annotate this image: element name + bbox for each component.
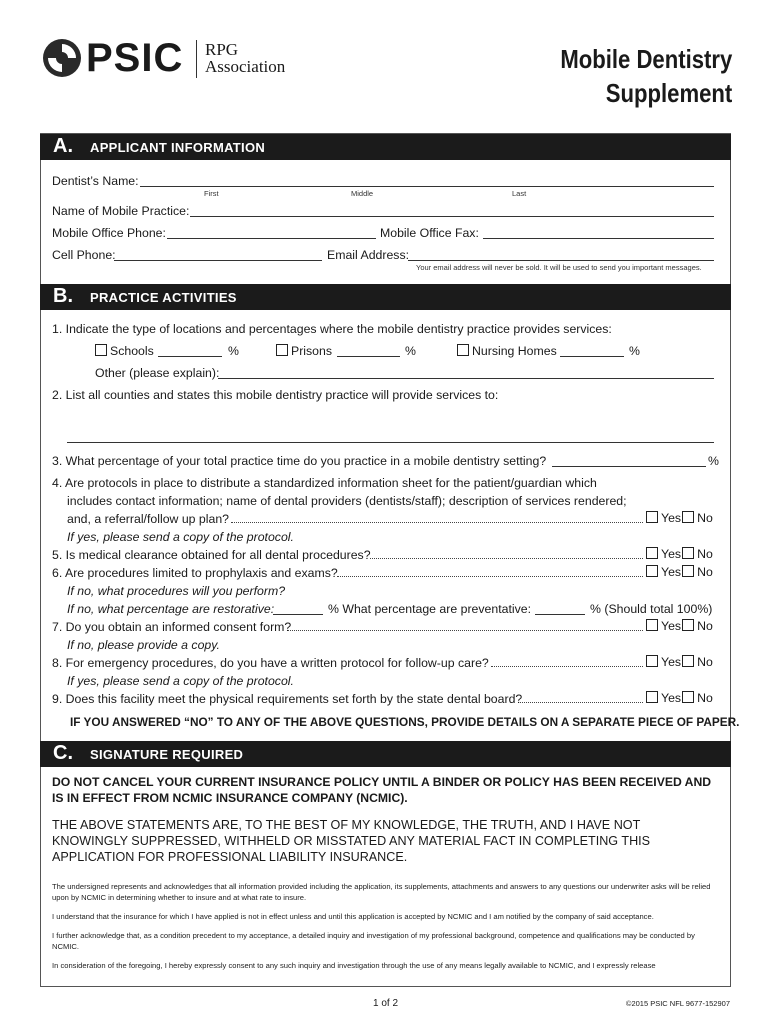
other-label: Other (please explain): [95,366,220,380]
q7-yes-label: Yes [661,619,682,633]
q4-yes-option[interactable] [646,511,713,525]
middle-label: Middle [351,189,374,198]
nursing-percent-sign: % [629,344,640,358]
title-line-2: Supplement [605,78,732,108]
leader-dots [520,702,643,703]
office-fax-field[interactable] [483,238,714,239]
question-4-note: If yes, please send a copy of the protocol. [67,530,294,544]
q7-yes-option[interactable] [646,619,713,633]
q6-no-checkbox[interactable] [682,565,694,577]
q4-no-label: No [697,511,713,525]
section-c-label: SIGNATURE REQUIRED [90,747,244,762]
q6-no-label: No [697,565,713,579]
section-b-warning: IF YOU ANSWERED “NO” TO ANY OF THE ABOVE QUESTIONS, PROVIDE DETAILS ON A SEPARATE PIECE OF PAPER. [70,715,740,729]
practice-name-field[interactable] [190,216,714,217]
schools-percent-sign: % [228,344,239,358]
q4-yes-checkbox[interactable] [646,511,658,523]
paragraph-1: The undersigned represents and acknowledges that all information provided including the application, its supplements, attachments and answers to any questions our underwriter asks will be relied upon by NCMIC in determining whether to insure and at what rate to insure. [52,882,711,902]
question-1: 1. Indicate the type of locations and percentages where the mobile dentistry practice provides services: [52,322,612,336]
question-8: 8. For emergency procedures, do you have a written protocol for follow-up care? [52,656,489,670]
q7-no-checkbox[interactable] [682,619,694,631]
brand-name: PSIC [86,36,184,80]
q5-no-checkbox[interactable] [682,547,694,559]
q8-yes-option[interactable] [646,655,713,669]
q8-no-checkbox[interactable] [682,655,694,667]
q4-no-checkbox[interactable] [682,511,694,523]
psic-logo-icon [42,38,82,78]
page-title [560,42,732,110]
office-phone-label: Mobile Office Phone: [52,226,166,240]
q9-yes-label: Yes [661,691,682,705]
question-6: 6. Are procedures limited to prophylaxis and exams? [52,566,338,580]
section-b-label: PRACTICE ACTIVITIES [90,290,237,305]
question-7-note: If no, please provide a copy. [67,638,220,652]
section-a-label: APPLICANT INFORMATION [90,140,266,155]
q6-yes-option[interactable] [646,565,713,579]
q8-no-label: No [697,655,713,669]
prisons-option[interactable] [276,343,332,359]
q6-yes-label: Yes [661,565,682,579]
question-3: 3. What percentage of your total practice time do you practice in a mobile dentistry setting? [52,454,547,468]
preventative-percent-field[interactable] [535,614,585,615]
leader-dots [288,630,643,631]
question-6-note-3: % What percentage are preventative: [328,602,532,616]
office-fax-label: Mobile Office Fax: [380,226,479,240]
question-6-note-4: % (Should total 100%) [590,602,713,616]
leader-dots [231,522,643,523]
q5-no-label: No [697,547,713,561]
section-b-header [40,284,731,310]
nursing-percent-field[interactable] [560,356,624,357]
q9-no-checkbox[interactable] [682,691,694,703]
dentist-name-field[interactable] [140,186,714,187]
nursing-option[interactable] [457,343,557,359]
page-number: 1 of 2 [373,998,399,1009]
question-4-line-2: includes contact information; name of dental providers (dentists/staff); description of services rendered; [67,494,627,508]
brand-sub-2: Association [205,57,286,76]
question-7: 7. Do you obtain an informed consent form? [52,620,292,634]
leader-dots [370,558,643,559]
paragraph-2: I understand that the insurance for which I have applied is not in effect unless and until this application is accepted by NCMIC and I am notified by the company of said acceptance. [52,912,654,921]
counties-field[interactable] [67,442,714,443]
schools-percent-field[interactable] [158,356,222,357]
practice-name-label: Name of Mobile Practice: [52,204,190,218]
q5-yes-option[interactable] [646,547,713,561]
first-label: First [204,189,219,198]
q6-yes-checkbox[interactable] [646,565,658,577]
practice-time-field[interactable] [552,466,706,467]
prisons-percent-sign: % [405,344,416,358]
q9-yes-checkbox[interactable] [646,691,658,703]
q7-no-label: No [697,619,713,633]
q7-yes-checkbox[interactable] [646,619,658,631]
form-code: ©2015 PSIC NFL 9677-152907 [625,999,730,1008]
email-field[interactable] [408,260,714,261]
other-field[interactable] [218,378,714,379]
section-a-header [40,134,731,160]
office-phone-field[interactable] [167,238,376,239]
question-5: 5. Is medical clearance obtained for all dental procedures? [52,548,371,562]
paragraph-3: I further acknowledge that, as a condition precedent to my acceptance, a detailed inquiry and investigation of my professional background, competence and qualifications may be conducted by NCMIC. [52,931,695,951]
q9-yes-option[interactable] [646,691,713,705]
q8-yes-label: Yes [661,655,682,669]
binder-notice: DO NOT CANCEL YOUR CURRENT INSURANCE POLICY UNTIL A BINDER OR POLICY HAS BEEN RECEIVED AND IS IN EFFECT FROM NCMIC INSURANCE COMPANY (NCMIC). [52,775,712,805]
q5-yes-checkbox[interactable] [646,547,658,559]
question-8-note: If yes, please send a copy of the protocol. [67,674,294,688]
schools-option[interactable] [95,343,154,359]
question-4-line-1: 4. Are protocols in place to distribute a standardized information sheet for the patient/guardian which [52,476,597,490]
restorative-percent-field[interactable] [273,614,323,615]
question-4-line-3: and, a referral/follow up plan? [67,512,230,526]
nursing-label: Nursing Homes [472,344,557,358]
question-9: 9. Does this facility meet the physical requirements set forth by the state dental board? [52,692,523,706]
brand-divider [196,40,197,78]
email-label: Email Address: [327,248,410,262]
prisons-checkbox[interactable] [276,344,288,356]
q8-yes-checkbox[interactable] [646,655,658,667]
question-2: 2. List all counties and states this mobile dentistry practice will provide services to: [52,388,499,402]
last-label: Last [512,189,527,198]
practice-time-percent-sign: % [708,454,719,468]
prisons-percent-field[interactable] [337,356,400,357]
q9-no-label: No [697,691,713,705]
leader-dots [337,576,643,577]
email-note: Your email address will never be sold. It will be used to send you important messages. [416,263,702,272]
section-c-header [40,741,731,767]
brand-sub-1: RPG [205,40,239,59]
schools-checkbox[interactable] [95,344,107,356]
section-a-letter: A. [53,135,73,157]
q4-yes-label: Yes [661,511,682,525]
nursing-checkbox[interactable] [457,344,469,356]
prisons-label: Prisons [291,344,333,358]
section-c-letter: C. [53,742,73,764]
question-6-note-1: If no, what procedures will you perform? [67,584,286,598]
title-line-1: Mobile Dentistry [560,44,732,74]
schools-label: Schools [110,344,154,358]
dentist-name-label: Dentist’s Name: [52,174,139,188]
cell-phone-field[interactable] [114,260,322,261]
leader-dots [491,666,643,667]
q5-yes-label: Yes [661,547,682,561]
truth-statement: THE ABOVE STATEMENTS ARE, TO THE BEST OF MY KNOWLEDGE, THE TRUTH, AND I HAVE NOT KNOWINGLY SUPPRESSED, WITHHELD OR MISSTATED ANY MATERIAL FACT IN COMPLETING THIS APPLICATION FOR PROFESSIONAL LIABILITY INSURANCE. [52,818,651,864]
cell-phone-label: Cell Phone: [52,248,116,262]
section-b-letter: B. [53,285,73,307]
paragraph-4: In consideration of the foregoing, I hereby expressly consent to any such inquiry and investigation through the use of any means legally available to NCMIC, and I expressly release [52,961,656,970]
question-6-note-2: If no, what percentage are restorative: [67,602,275,616]
